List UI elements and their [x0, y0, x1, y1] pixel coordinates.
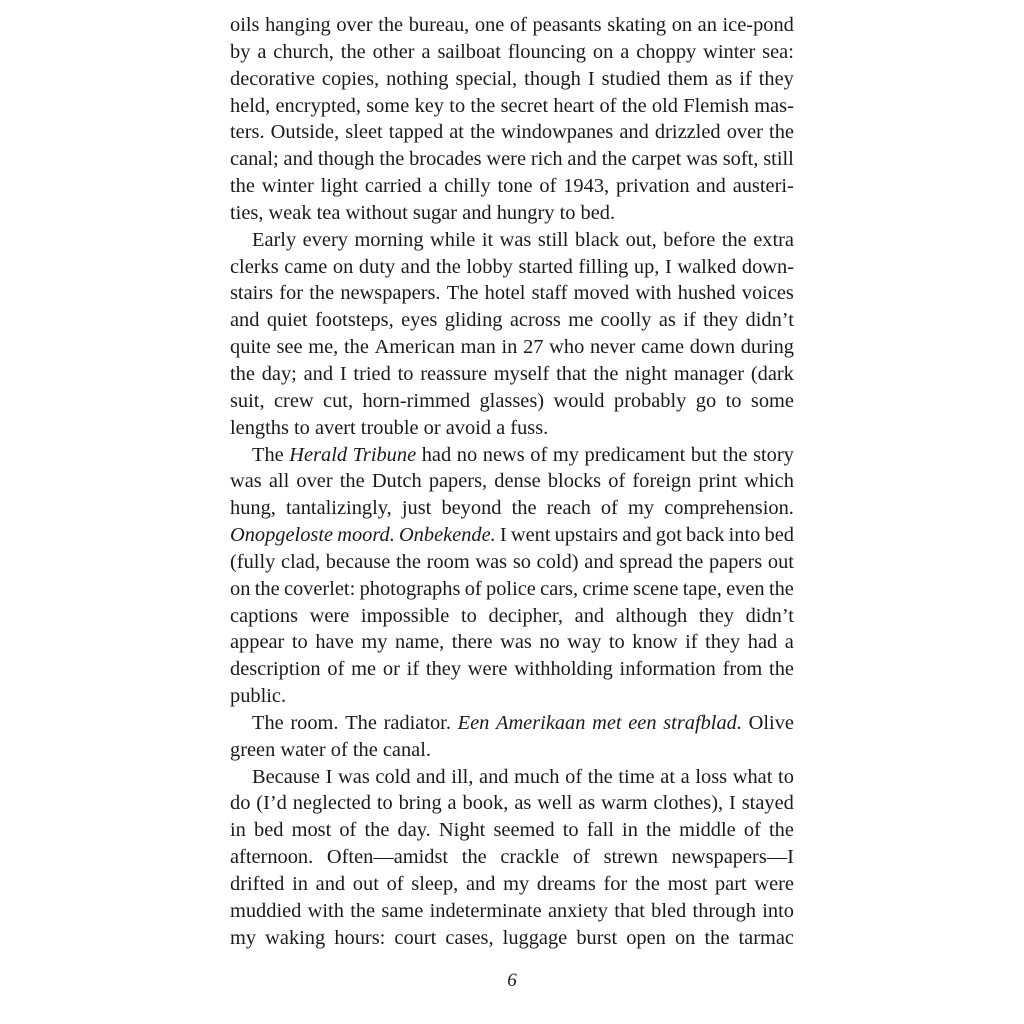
page-number: 6: [507, 970, 517, 991]
text-line: public.: [230, 685, 287, 708]
text-line: was all over the Dutch papers, dense blocks of foreign print which: [230, 470, 794, 493]
text-line: The Herald Tribune had no news of my predicament but the story: [252, 443, 794, 466]
text-line: Because I was cold and ill, and much of the time at a loss what to: [252, 765, 794, 788]
text-line: description of me or if they were withholding information from the: [230, 658, 794, 681]
text-line: do (I’d neglected to bring a book, as well as warm clothes), I stayed: [230, 792, 794, 815]
text-line: clerks came on duty and the lobby started filling up, I walked down-: [230, 255, 794, 278]
text-line: suit, crew cut, horn-rimmed glasses) would probably go to some: [230, 389, 794, 412]
text-line: appear to have my name, there was no way to know if they had a: [230, 631, 794, 654]
text-line: held, encrypted, some key to the secret heart of the old Flemish mas-: [230, 94, 794, 117]
text-line: ties, weak tea without sugar and hungry to bed.: [230, 201, 616, 224]
text-line: lengths to avert trouble or avoid a fuss.: [230, 416, 549, 439]
text-line: in bed most of the day. Night seemed to fall in the middle of the: [230, 819, 794, 842]
text-line: green water of the canal.: [230, 738, 431, 761]
text-line: (fully clad, because the room was so cold) and spread the papers out: [230, 550, 794, 573]
text-line: afternoon. Often—amidst the crackle of strewn newspapers—I: [230, 846, 794, 869]
text-line: muddied with the same indeterminate anxiety that bled through into: [230, 899, 794, 922]
text-line: Onopgeloste moord. Onbekende. I went upstairs and got back into bed: [230, 524, 794, 547]
text-line: decorative copies, nothing special, though I studied them as if they: [230, 67, 794, 90]
text-line: canal; and though the brocades were rich and the carpet was soft, still: [230, 148, 794, 171]
paragraph: [230, 710, 794, 764]
text-line: my waking hours: court cases, luggage burst open on the tarmac: [230, 926, 794, 949]
paragraph: [230, 442, 794, 710]
text-line: captions were impossible to decipher, and although they didn’t: [230, 604, 794, 627]
text-line: The room. The radiator. Een Amerikaan met een strafblad. Olive: [252, 711, 794, 734]
page-text-body: [230, 12, 794, 952]
paragraph: [230, 764, 794, 952]
text-line: quite see me, the American man in 27 who never came down during: [230, 336, 794, 359]
text-line: hung, tantalizingly, just beyond the reach of my comprehension.: [230, 497, 794, 520]
text-line: stairs for the newspapers. The hotel staff moved with hushed voices: [230, 282, 794, 305]
text-line: Early every morning while it was still black out, before the extra: [252, 228, 794, 251]
text-line: ters. Outside, sleet tapped at the windowpanes and drizzled over the: [230, 121, 794, 144]
text-line: and quiet footsteps, eyes gliding across me coolly as if they didn’t: [230, 309, 794, 332]
text-line: the winter light carried a chilly tone of 1943, privation and austeri-: [230, 175, 794, 198]
paragraph: [230, 12, 794, 227]
text-line: oils hanging over the bureau, one of peasants skating on an ice-pond: [230, 14, 794, 36]
paragraph: [230, 227, 794, 442]
text-line: by a church, the other a sailboat flouncing on a choppy winter sea:: [230, 40, 794, 63]
text-line: drifted in and out of sleep, and my dreams for the most part were: [230, 873, 794, 895]
text-line: on the coverlet: photographs of police cars, crime scene tape, even the: [230, 577, 794, 600]
text-line: the day; and I tried to reassure myself that the night manager (dark: [230, 362, 794, 385]
